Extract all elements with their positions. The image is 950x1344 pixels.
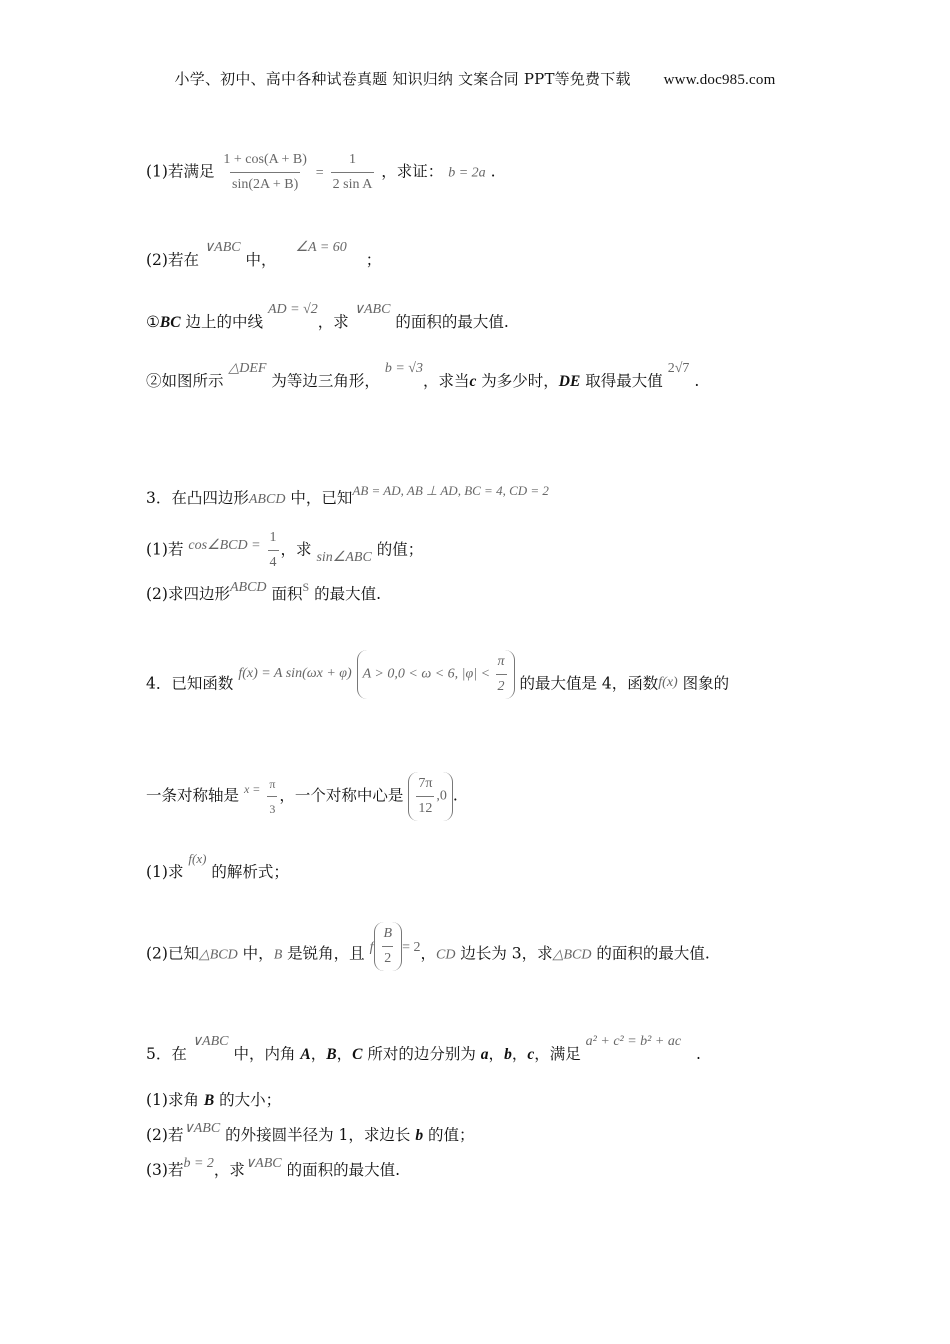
q5-stem-A: A [300, 1046, 311, 1063]
q3-p2-prefix: (2)求四边形 [146, 585, 230, 603]
q4-p2-mid1: 中， [237, 944, 274, 963]
q4-stem [146, 654, 730, 709]
q5-p3-end: 的面积的最大值. [281, 1161, 400, 1179]
q5-stem-mid: 中，内角 [228, 1045, 301, 1063]
q5-p2-prefix: (2)若 [146, 1126, 184, 1144]
q5-part2 [146, 1121, 475, 1147]
q4-l2-three: 3 [267, 796, 277, 819]
q5-stem-B: B [326, 1046, 337, 1063]
q4-p2-end: 的面积的最大值. [591, 944, 710, 963]
q4-p1-prefix: (1)求 [146, 863, 184, 881]
q5-stem-prefix: 5．在 [146, 1045, 187, 1063]
q2-s2-c: c [469, 373, 477, 390]
q4-p2-fden: 2 [382, 946, 393, 969]
q4-stem-frac [496, 652, 507, 697]
q2-p2-prefix: (2)若在 [146, 251, 199, 269]
q2-p1-frac2-den: 2 sin A [331, 172, 375, 195]
q4-p2-cd: CD [436, 947, 456, 963]
q2-s1-prefix: ① [146, 313, 160, 331]
q5-p3-math: b = 2 [183, 1156, 214, 1171]
q4-p2-mid2: 是锐角，且 [282, 944, 365, 963]
q4-stem-end: 图象的 [677, 674, 730, 693]
q3-part1 [146, 528, 423, 573]
q4-l2-cnum: 7π [418, 776, 433, 791]
q2-p2-mid: 中， [245, 251, 277, 269]
q2-p2-tri: ∨ABC [203, 240, 241, 255]
q2-p2-angle: ∠A = 60 [295, 240, 347, 255]
q2-p2-end: ； [365, 251, 382, 269]
q2-p1-math: b = 2a [448, 165, 486, 181]
q2-s1-tri: ∨ABC [353, 302, 391, 317]
q4-l2-pi: π [269, 777, 276, 791]
q5-p1-end: 的大小； [214, 1091, 282, 1109]
q4-stem-pi: π [497, 654, 505, 669]
q4-stem-mid: 的最大值是 4，函数 [514, 674, 659, 693]
q5-stem-tri: ∨ABC [191, 1034, 229, 1049]
q3-part2 [146, 580, 382, 606]
q2-s2-prefix: ②如图所示 [146, 372, 224, 390]
q4-p1-end: 的解析式； [206, 863, 289, 881]
q4-l2-czero: ,0 [436, 788, 447, 804]
q2-sub2 [146, 361, 700, 393]
q5-stem-eq: a² + c² = b² + ac [585, 1034, 682, 1049]
q2-s2-math: b = √3 [384, 361, 423, 376]
q4-l2-center [408, 772, 453, 821]
q3-stem-cond: AB = AD, AB ⊥ AD, BC = 4, CD = 2 [352, 483, 549, 498]
q3-p2-mid: 面积 [266, 585, 303, 603]
q5-part3 [146, 1156, 400, 1182]
q2-p1-eq: = [315, 165, 324, 181]
q5-stem-c: c [527, 1046, 535, 1063]
q2-p1-mid: ，求证： [381, 162, 444, 181]
q4-part2 [146, 926, 710, 979]
q5-stem-c1: ， [310, 1045, 327, 1063]
q2-s2-text1: 为等边三角形， [266, 372, 380, 390]
q4-l2-cden: 12 [416, 796, 434, 819]
q3-stem-mid: 中，已知 [285, 489, 353, 507]
q4-p2-fparen [374, 922, 403, 971]
q2-p1-frac1-num: 1 + cos(A + B) [223, 152, 307, 167]
q4-p2-tri2: △BCD [552, 947, 592, 963]
q4-l2-prefix: 一条对称轴是 [146, 786, 240, 805]
q3-p1-prefix: (1)若 [146, 540, 184, 559]
q2-s1-math: AD = √2 [267, 302, 318, 317]
q4-stem-func: f(x) = A sin(ωx + φ) [238, 665, 352, 681]
q4-stem-two: 2 [496, 674, 507, 697]
q2-p1-frac1 [221, 150, 308, 195]
q5-p2-tri: ∨ABC [183, 1121, 221, 1136]
q4-line2 [146, 772, 458, 821]
q4-p1-fx: f(x) [188, 851, 207, 866]
page-header [0, 68, 950, 89]
q2-p1-frac2-num: 1 [348, 152, 356, 167]
q5-p3-mid: ，求 [213, 1161, 245, 1179]
q5-p2-mid: 的外接圆半径为 1，求边长 [220, 1126, 416, 1144]
q4-stem-fx: f(x) [658, 674, 678, 690]
q2-s1-text2: ，求 [317, 313, 349, 331]
q2-s2-def: △DEF [228, 361, 267, 376]
q5-stem-c4: ， [511, 1045, 528, 1063]
q2-s2-end: . [694, 372, 700, 390]
q2-s1-text3: 的面积的最大值. [390, 313, 509, 331]
q5-stem [146, 1034, 701, 1066]
q2-s2-de: DE [558, 373, 581, 390]
q4-p2-feq: = 2 [402, 939, 421, 955]
q5-stem-b: b [504, 1046, 512, 1063]
q3-stem-abcd: ABCD [248, 492, 286, 507]
q4-l2-frac [267, 774, 277, 819]
q3-stem-prefix: 3．在凸四边形 [146, 489, 249, 507]
q5-part1 [146, 1090, 281, 1111]
q2-s2-text4: 取得最大值 [580, 372, 663, 390]
q3-p1-sin: sin∠ABC [316, 549, 372, 565]
q2-part1 [146, 150, 496, 195]
q3-p1-end: 的值； [371, 540, 424, 559]
q4-l2-mid: ，一个对称中心是 [279, 786, 404, 805]
q5-stem-mid2: 所对的边分别为 [362, 1045, 481, 1063]
q2-p1-prefix: (1)若满足 [146, 162, 215, 181]
q3-p2-s: S [302, 580, 310, 594]
q2-p1-end: . [490, 162, 496, 181]
q4-l2-x: x = [243, 781, 261, 796]
q2-p1-frac1-den: sin(2A + B) [230, 172, 300, 195]
q2-s1-bc: BC [159, 314, 181, 331]
q3-p1-den: 4 [268, 550, 279, 573]
header-text: 小学、初中、高中各种试卷真题 知识归纳 文案合同 PPT等免费下载 [174, 70, 631, 88]
q5-p1-B: B [203, 1092, 215, 1109]
q5-p3-tri: ∨ABC [244, 1156, 282, 1171]
q4-p2-ffrac [382, 924, 395, 969]
q5-p3-prefix: (3)若 [146, 1161, 184, 1179]
q4-l2-cfrac [416, 774, 434, 819]
q3-p2-end: 的最大值. [309, 585, 382, 603]
q2-s2-text3: 为多少时， [476, 372, 559, 390]
q3-p1-mid: ，求 [280, 540, 312, 559]
q5-p2-end: 的值； [423, 1126, 475, 1144]
q4-p2-f: f [369, 939, 374, 955]
q4-l2-end: . [452, 786, 458, 805]
q3-p1-cos: cos∠BCD = [188, 537, 261, 553]
q5-p1-prefix: (1)求角 [146, 1091, 204, 1109]
q4-p2-fnum: B [383, 926, 393, 941]
q4-p2-mid3: ， [420, 944, 436, 963]
q2-s1-text1: 边上的中线 [180, 313, 264, 331]
header-url[interactable]: www.doc985.com [663, 72, 776, 88]
q4-p2-b: B [273, 947, 283, 963]
q2-p1-frac2 [331, 150, 375, 195]
q3-p1-frac [268, 528, 279, 573]
q4-stem-cond-text: A > 0,0 < ω < 6, |φ| < [362, 666, 491, 682]
q4-stem-prefix: 4．已知函数 [146, 674, 234, 693]
q2-s2-val: 2√7 [667, 361, 690, 376]
q5-stem-a: a [480, 1046, 489, 1063]
q4-p2-tri: △BCD [198, 947, 238, 963]
q4-p2-prefix: (2)已知 [146, 944, 199, 963]
q4-part1 [146, 851, 289, 883]
q4-stem-cond [357, 650, 515, 699]
q2-part2 [146, 240, 382, 272]
q5-stem-c3: ， [488, 1045, 505, 1063]
q2-sub1 [146, 302, 509, 334]
q5-stem-mid3: ，满足 [534, 1045, 581, 1063]
q4-p2-mid4: 边长为 3，求 [455, 944, 553, 963]
q5-p2-b: b [415, 1127, 424, 1144]
q5-stem-end: . [695, 1045, 701, 1063]
q3-stem [146, 483, 549, 510]
q5-stem-C: C [352, 1046, 363, 1063]
q5-stem-c2: ， [336, 1045, 353, 1063]
q3-p1-num: 1 [269, 530, 277, 545]
q3-p2-abcd: ABCD [229, 580, 267, 595]
q2-s2-text2: ，求当 [422, 372, 470, 390]
